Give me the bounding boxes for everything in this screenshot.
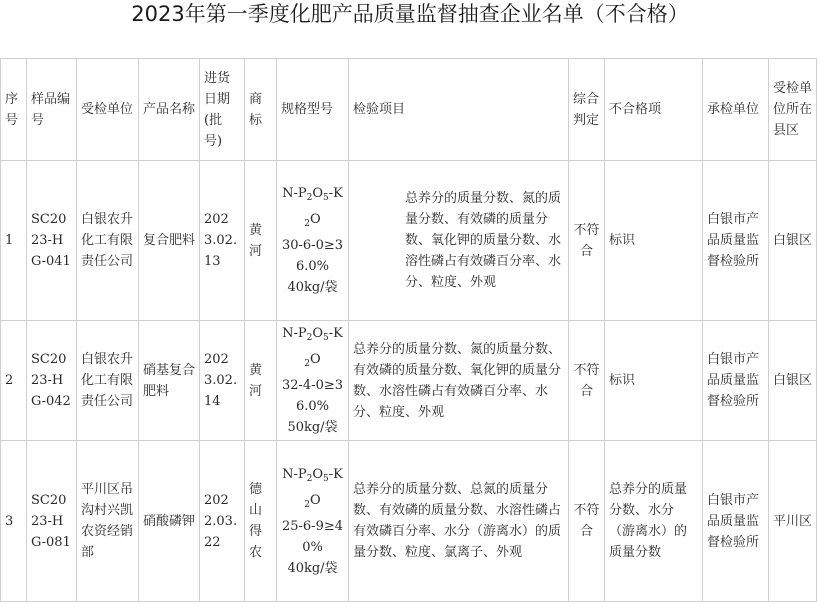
header-nonconforming: 不合格项 <box>605 59 703 161</box>
header-brand: 商标 <box>245 59 277 161</box>
header-inspection-unit: 承检单位 <box>703 59 769 161</box>
cell-brand: 黄河 <box>245 321 277 441</box>
cell-verdict: 不符合 <box>569 321 605 441</box>
header-county: 受检单位所在县区 <box>769 59 817 161</box>
cell-county: 白银区 <box>769 161 817 321</box>
cell-inspection-unit: 白银市产品质量监督检验所 <box>703 321 769 441</box>
cell-spec <box>277 161 349 321</box>
cell-seq: 2 <box>1 321 27 441</box>
items-text: 总养分的质量分数、氮的质量分数、有效磷的质量分数、氧化钾的质量分数、水溶性磷占有效磷百分率、水分、粒度、外观 <box>405 191 562 290</box>
document-title: 2023年第一季度化肥产品质量监督抽查企业名单（不合格） <box>131 2 689 26</box>
header-purchase-date: 进货日期(批号) <box>200 59 245 161</box>
spec-pack: 40kg/袋 <box>287 560 338 576</box>
spec-ratio: 32-4-0≥36.0% <box>281 378 344 414</box>
cell-spec <box>277 441 349 602</box>
cell-seq: 1 <box>1 161 27 321</box>
cell-purchase-date: 2022.03.22 <box>200 441 245 602</box>
spec-ratio: 25-6-9≥40% <box>281 518 344 555</box>
cell-purchase-date: 2023.02.13 <box>200 161 245 321</box>
cell-seq: 3 <box>1 441 27 602</box>
table-row <box>1 321 817 441</box>
cell-sample-no: SC2023-HG-041 <box>27 161 77 321</box>
header-product-name: 产品名称 <box>139 59 200 161</box>
header-items: 检验项目 <box>349 59 569 161</box>
spec-pack: 50kg/袋 <box>287 420 338 435</box>
cell-inspected-unit: 白银农升化工有限责任公司 <box>77 321 139 441</box>
cell-items <box>349 161 569 321</box>
spec-pack: 40kg/袋 <box>287 280 338 295</box>
cell-spec <box>277 321 349 441</box>
cell-product-name: 硝酸磷钾 <box>139 441 200 602</box>
cell-brand: 德山得农 <box>245 441 277 602</box>
spec-ratio: 30-6-0≥36.0% <box>281 238 344 274</box>
cell-sample-no: SC2023-HG-042 <box>27 321 77 441</box>
spec-formula: $N-P_2O_5-K_2O$ <box>282 326 343 369</box>
cell-product-name: 复合肥料 <box>139 161 200 321</box>
nonconforming-enterprise-table <box>0 58 817 602</box>
cell-nonconforming: 标识 <box>605 161 703 321</box>
cell-items: 总养分的质量分数、总氮的质量分数、有效磷的质量分数、水溶性磷占有效磷百分率、水分（游离水）的质量分数、粒度、氯离子、外观 <box>349 441 569 602</box>
cell-sample-no: SC2023-HG-081 <box>27 441 77 602</box>
spec-formula: $N-P_2O_5-K_2O$ <box>282 186 343 229</box>
header-sample-no: 样品编号 <box>27 59 77 161</box>
cell-items: 总养分的质量分数、氮的质量分数、有效磷的质量分数、氧化钾的质量分数、水溶性磷占有效磷百分率、水分、粒度、外观 <box>349 321 569 441</box>
cell-inspected-unit: 白银农升化工有限责任公司 <box>77 161 139 321</box>
table-row <box>1 161 817 321</box>
cell-inspected-unit: 平川区吊沟村兴凯农资经销部 <box>77 441 139 602</box>
cell-nonconforming: 标识 <box>605 321 703 441</box>
cell-county: 平川区 <box>769 441 817 602</box>
cell-nonconforming: 总养分的质量分数、水分（游离水）的质量分数 <box>605 441 703 602</box>
header-seq: 序号 <box>1 59 27 161</box>
header-inspected-unit: 受检单位 <box>77 59 139 161</box>
spec-formula: $N-P_2O_5-K_2O$ <box>282 466 343 510</box>
cell-county: 白银区 <box>769 321 817 441</box>
cell-inspection-unit: 白银市产品质量监督检验所 <box>703 441 769 602</box>
table-row <box>1 441 817 602</box>
header-verdict: 综合判定 <box>569 59 605 161</box>
cell-inspection-unit: 白银市产品质量监督检验所 <box>703 161 769 321</box>
cell-verdict: 不符合 <box>569 441 605 602</box>
cell-brand: 黄河 <box>245 161 277 321</box>
cell-verdict: 不符合 <box>569 161 605 321</box>
cell-purchase-date: 2023.02.14 <box>200 321 245 441</box>
header-spec: 规格型号 <box>277 59 349 161</box>
table-header-row <box>1 59 817 161</box>
cell-product-name: 硝基复合肥料 <box>139 321 200 441</box>
